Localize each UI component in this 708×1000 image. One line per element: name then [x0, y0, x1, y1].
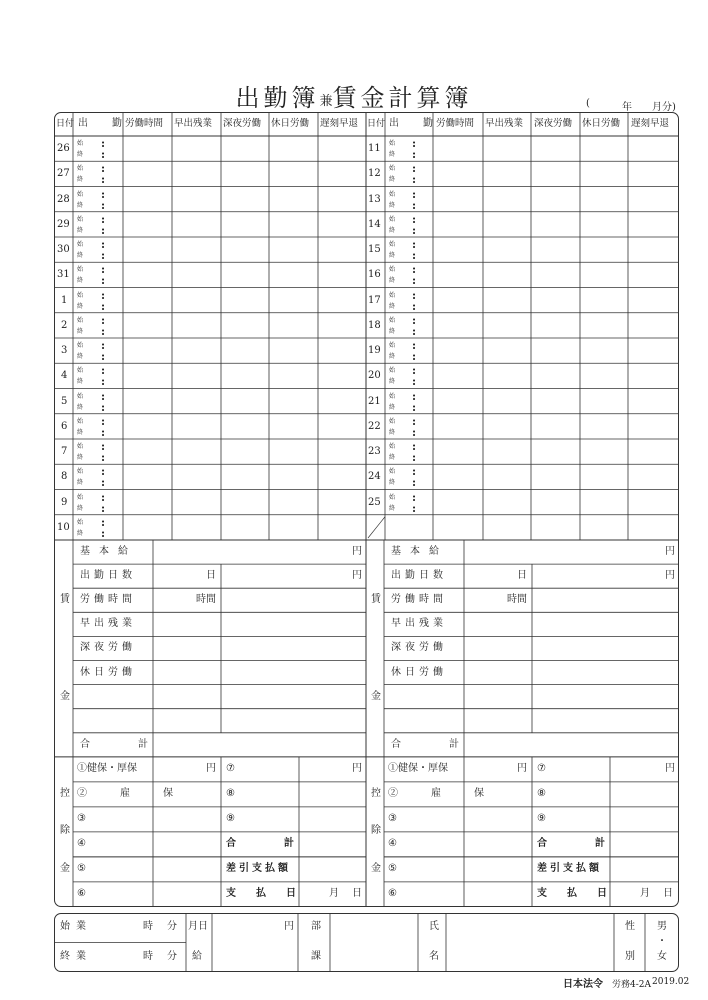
time-colon: : [412, 198, 417, 212]
bottom-hour: 時 [143, 951, 153, 962]
day-number: 2 [61, 319, 68, 331]
time-colon: : [101, 187, 106, 201]
deduct-side-label: 除 [371, 824, 381, 836]
deduct-item-label: ③ [388, 812, 397, 824]
time-colon: : [101, 173, 106, 187]
time-colon: : [101, 263, 106, 277]
time-colon: : [101, 414, 106, 428]
time-colon: : [412, 187, 417, 201]
start-label: 始 [77, 342, 84, 349]
day-number: 18 [368, 319, 381, 331]
day-number: 28 [57, 193, 70, 205]
start-label: 始 [77, 468, 84, 476]
day-number: 9 [61, 496, 68, 508]
deduct-mid-label: ⑧ [226, 787, 235, 799]
time-colon: : [101, 162, 106, 176]
pay-month: 月 [640, 887, 650, 899]
deduct-yen: 円 [352, 762, 362, 774]
bottom-bu: 部 [311, 921, 321, 932]
end-label: 終 [389, 454, 396, 461]
day-number: 8 [61, 471, 68, 483]
period-open: ( [586, 98, 590, 109]
end-label: 終 [389, 504, 396, 512]
time-colon: : [412, 364, 417, 378]
bottom-start-label: 始業 [60, 921, 92, 932]
wage-day-unit: 日 [517, 570, 527, 582]
deduct-item-label: ③ [77, 812, 86, 824]
time-colon: : [101, 490, 106, 504]
deduct-mid-label: 合計 [537, 837, 653, 849]
header-attend-right: 出 [389, 118, 399, 129]
day-number: 3 [61, 345, 68, 356]
wage-side-label: 賃 [371, 594, 381, 606]
wage-row-label: 深夜労働 [80, 642, 136, 654]
day-number: 4 [61, 370, 68, 382]
day-number: 21 [368, 395, 381, 407]
day-number: 11 [368, 143, 381, 154]
deduct-yen: 円 [665, 762, 675, 774]
start-label: 始 [389, 392, 396, 400]
time-colon: : [101, 238, 106, 251]
wage-yen: 円 [352, 570, 362, 582]
start-label: 始 [77, 140, 84, 147]
deduct-mid-label: 支払日 [537, 887, 627, 899]
bottom-otoko: 男 [657, 921, 667, 932]
end-label: 終 [389, 428, 396, 436]
time-colon: : [101, 288, 106, 302]
time-colon: : [412, 137, 417, 150]
header-col-left: 遅刻早退 [320, 118, 359, 129]
end-label: 終 [389, 403, 396, 411]
header-col-right: 深夜労働 [534, 118, 573, 129]
time-colon: : [101, 440, 106, 453]
day-number: 5 [61, 395, 68, 407]
period-month: 月分) [652, 102, 676, 113]
deduct-mid-label: ⑧ [537, 787, 546, 799]
time-colon: : [101, 148, 106, 161]
header-col-right: 遅刻早退 [631, 118, 670, 129]
header-attend-left: 勤 [112, 118, 122, 129]
deduct-item-label: ①健保・厚保 [388, 762, 448, 774]
time-colon: : [412, 490, 417, 504]
day-number: 14 [368, 218, 381, 230]
header-col-right: 休日労働 [582, 118, 621, 129]
time-colon: : [101, 375, 106, 389]
time-colon: : [412, 425, 417, 439]
wage-day-unit: 日 [206, 570, 216, 582]
deduct-side-label: 控 [60, 787, 70, 799]
end-label: 終 [77, 277, 84, 285]
time-colon: : [101, 465, 106, 479]
time-colon: : [101, 389, 106, 403]
start-label: 始 [389, 443, 396, 450]
pay-month: 月 [329, 887, 339, 899]
time-colon: : [412, 414, 417, 428]
time-colon: : [412, 440, 417, 453]
bottom-shi: 氏 [429, 921, 439, 932]
start-label: 始 [389, 215, 396, 223]
bottom-sei: 性 [625, 921, 635, 932]
wage-row-label: 出勤日数 [391, 570, 447, 582]
bottom-kyu: 給 [192, 951, 202, 962]
wage-hour-unit: 時間 [196, 594, 216, 606]
time-colon: : [412, 375, 417, 389]
time-colon: : [101, 526, 106, 540]
start-label: 始 [77, 443, 84, 450]
time-colon: : [101, 212, 106, 226]
deduct-mid-label: 合計 [226, 837, 342, 849]
time-colon: : [412, 465, 417, 479]
start-label: 始 [389, 241, 396, 248]
deduct-item-label: ④ [77, 837, 86, 849]
start-label: 始 [389, 367, 396, 375]
time-colon: : [412, 263, 417, 277]
time-colon: : [412, 476, 417, 490]
end-label: 終 [77, 504, 84, 512]
end-label: 終 [77, 327, 84, 335]
header-col-left: 労働時間 [125, 118, 164, 129]
page-title: 出勤簿兼賃金計算簿 [235, 84, 473, 112]
start-label: 始 [389, 291, 396, 299]
end-label: 終 [77, 226, 84, 234]
end-label: 終 [389, 353, 396, 360]
end-label: 終 [77, 252, 84, 259]
deduct-item-label: ⑤ [388, 862, 397, 874]
wage-row-label: 早出残業 [80, 618, 136, 630]
end-label: 終 [389, 176, 396, 184]
end-label: 終 [389, 378, 396, 386]
start-label: 始 [77, 392, 84, 400]
time-colon: : [101, 313, 106, 327]
end-label: 終 [77, 403, 84, 411]
day-number: 31 [57, 269, 70, 281]
time-colon: : [412, 400, 417, 414]
end-label: 終 [389, 302, 396, 310]
time-colon: : [101, 324, 106, 338]
start-label: 始 [389, 140, 396, 147]
deduct-item-label: ⑤ [77, 862, 86, 874]
wage-row-label: 深夜労働 [391, 642, 447, 654]
deduct-side-label: 控 [371, 787, 381, 799]
period-year: 年 [622, 102, 632, 113]
header-col-left: 休日労働 [271, 118, 310, 129]
start-label: 始 [77, 493, 84, 501]
wage-row-label: 休日労働 [391, 666, 447, 678]
time-colon: : [101, 299, 106, 313]
start-label: 始 [77, 291, 84, 299]
bottom-minute: 分 [167, 921, 177, 932]
day-number: 25 [368, 496, 381, 508]
end-label: 終 [77, 479, 84, 487]
day-number: 27 [57, 168, 70, 180]
end-label: 終 [389, 277, 396, 285]
bottom-hour: 時 [143, 921, 153, 932]
end-label: 終 [389, 151, 396, 158]
header-date-left: 日付 [56, 119, 75, 129]
end-label: 終 [77, 201, 84, 209]
time-colon: : [412, 238, 417, 251]
time-colon: : [412, 288, 417, 302]
day-number: 13 [368, 193, 381, 205]
time-colon: : [101, 339, 106, 352]
end-label: 終 [389, 479, 396, 487]
time-colon: : [412, 274, 417, 288]
deduct-item-label: ⑥ [388, 887, 397, 899]
deduct-item-label: ⑥ [77, 887, 86, 899]
time-colon: : [412, 451, 417, 464]
wage-side-label: 金 [60, 690, 70, 702]
end-label: 終 [77, 176, 84, 184]
time-colon: : [101, 364, 106, 378]
end-label: 終 [77, 428, 84, 436]
deduct-mid-label: 支払日 [226, 887, 316, 899]
day-number: 1 [61, 294, 68, 306]
start-label: 始 [77, 266, 84, 274]
start-label: 始 [77, 417, 84, 425]
day-number: 10 [57, 521, 70, 533]
time-colon: : [101, 198, 106, 212]
start-label: 始 [77, 165, 84, 173]
start-label: 始 [389, 316, 396, 324]
form-date: 2019.02 [652, 977, 690, 987]
end-label: 終 [77, 302, 84, 310]
time-colon: : [412, 212, 417, 226]
end-label: 終 [389, 226, 396, 234]
wage-yen: 円 [665, 570, 675, 582]
end-label: 終 [77, 378, 84, 386]
wage-row-label: 出勤日数 [80, 570, 136, 582]
deduct-side-label: 金 [371, 862, 381, 874]
start-label: 始 [389, 493, 396, 501]
header-attend-right: 勤 [423, 118, 433, 129]
day-number: 16 [368, 269, 381, 281]
time-colon: : [101, 476, 106, 490]
day-number: 24 [368, 471, 381, 483]
publisher-logo: 日本法令 [563, 979, 603, 990]
end-label: 終 [77, 151, 84, 158]
bottom-ka: 課 [311, 951, 321, 962]
deduct-item-label: ②雇保 [388, 787, 517, 799]
deduct-mid-label: ⑨ [226, 812, 235, 824]
deduct-mid-label: 差引支払額 [537, 862, 602, 874]
wage-row-label: 早出残業 [391, 618, 447, 630]
start-label: 始 [77, 316, 84, 324]
time-colon: : [101, 515, 106, 529]
bottom-mei: 名 [429, 951, 439, 962]
start-label: 始 [77, 518, 84, 526]
bottom-end-label: 終業 [60, 951, 92, 962]
time-colon: : [412, 324, 417, 338]
deduct-yen: 円 [517, 762, 527, 774]
header-col-right: 早出残業 [485, 118, 524, 129]
deduct-item-label: ②雇保 [77, 787, 206, 799]
wage-row-label: 労働時間 [80, 594, 136, 606]
end-label: 終 [77, 529, 84, 537]
end-label: 終 [389, 252, 396, 259]
time-colon: : [412, 350, 417, 363]
pay-day: 日 [352, 887, 362, 899]
time-colon: : [412, 148, 417, 161]
end-label: 終 [77, 454, 84, 461]
bottom-betsu: 別 [625, 951, 635, 962]
time-colon: : [101, 350, 106, 363]
time-colon: : [412, 501, 417, 515]
start-label: 始 [389, 417, 396, 425]
time-colon: : [101, 274, 106, 288]
header-attend-left: 出 [78, 118, 88, 129]
bottom-tsukihi: 月日 [188, 921, 208, 932]
wage-hour-unit: 時間 [507, 594, 527, 606]
start-label: 始 [77, 190, 84, 198]
day-number: 26 [57, 143, 70, 154]
time-colon: : [412, 299, 417, 313]
bottom-yen: 円 [284, 921, 294, 932]
wage-row-label: 合計 [391, 738, 507, 750]
day-number: 17 [368, 294, 381, 306]
time-colon: : [412, 249, 417, 262]
deduct-mid-label: ⑨ [537, 812, 546, 824]
time-colon: : [412, 339, 417, 352]
time-colon: : [101, 425, 106, 439]
day-number: 30 [57, 244, 70, 255]
deduct-yen: 円 [206, 762, 216, 774]
end-label: 終 [77, 353, 84, 360]
time-colon: : [101, 137, 106, 150]
deduct-item-label: ④ [388, 837, 397, 849]
wage-row-label: 労働時間 [391, 594, 447, 606]
day-number: 19 [368, 345, 381, 356]
deduct-mid-label: ⑦ [537, 762, 546, 774]
form-code: 労務4-2A [612, 980, 651, 990]
header-col-left: 早出残業 [174, 118, 213, 129]
wage-row-label: 休日労働 [80, 666, 136, 678]
deduct-mid-label: ⑦ [226, 762, 235, 774]
time-colon: : [412, 223, 417, 237]
deduct-mid-label: 差引支払額 [226, 862, 291, 874]
time-colon: : [101, 451, 106, 464]
day-number: 7 [61, 446, 68, 457]
start-label: 始 [389, 342, 396, 349]
start-label: 始 [389, 266, 396, 274]
day-number: 20 [368, 370, 381, 382]
wage-side-label: 金 [371, 690, 381, 702]
time-colon: : [412, 162, 417, 176]
deduct-item-label: ①健保・厚保 [77, 762, 137, 774]
start-label: 始 [77, 367, 84, 375]
header-col-right: 労働時間 [436, 118, 475, 129]
day-number: 15 [368, 244, 381, 255]
day-number: 29 [57, 218, 70, 230]
time-colon: : [412, 313, 417, 327]
time-colon: : [101, 249, 106, 262]
start-label: 始 [389, 190, 396, 198]
time-colon: : [101, 400, 106, 414]
end-label: 終 [389, 201, 396, 209]
start-label: 始 [389, 165, 396, 173]
deduct-side-label: 除 [60, 824, 70, 836]
day-number: 22 [368, 420, 381, 432]
bottom-minute: 分 [167, 951, 177, 962]
wage-yen: 円 [352, 546, 362, 557]
wage-row-label: 基本給 [80, 546, 137, 557]
deduct-side-label: 金 [60, 862, 70, 874]
time-colon: : [101, 223, 106, 237]
day-number: 12 [368, 168, 381, 180]
time-colon: : [412, 173, 417, 187]
wage-row-label: 基本給 [391, 546, 448, 557]
header-date-right: 日付 [367, 119, 386, 129]
wage-yen: 円 [665, 546, 675, 557]
wage-row-label: 合計 [80, 738, 196, 750]
day-number: 6 [61, 420, 68, 432]
time-colon: : [412, 389, 417, 403]
title-ken: 兼 [319, 94, 333, 109]
header-col-left: 深夜労働 [223, 118, 262, 129]
start-label: 始 [77, 241, 84, 248]
wage-side-label: 賃 [60, 594, 70, 606]
pay-day: 日 [663, 887, 673, 899]
time-colon: : [101, 501, 106, 515]
end-label: 終 [389, 327, 396, 335]
bottom-onna: 女 [657, 951, 667, 962]
bottom-dot: ・ [657, 936, 667, 947]
day-number: 23 [368, 446, 381, 457]
start-label: 始 [389, 468, 396, 476]
start-label: 始 [77, 215, 84, 223]
